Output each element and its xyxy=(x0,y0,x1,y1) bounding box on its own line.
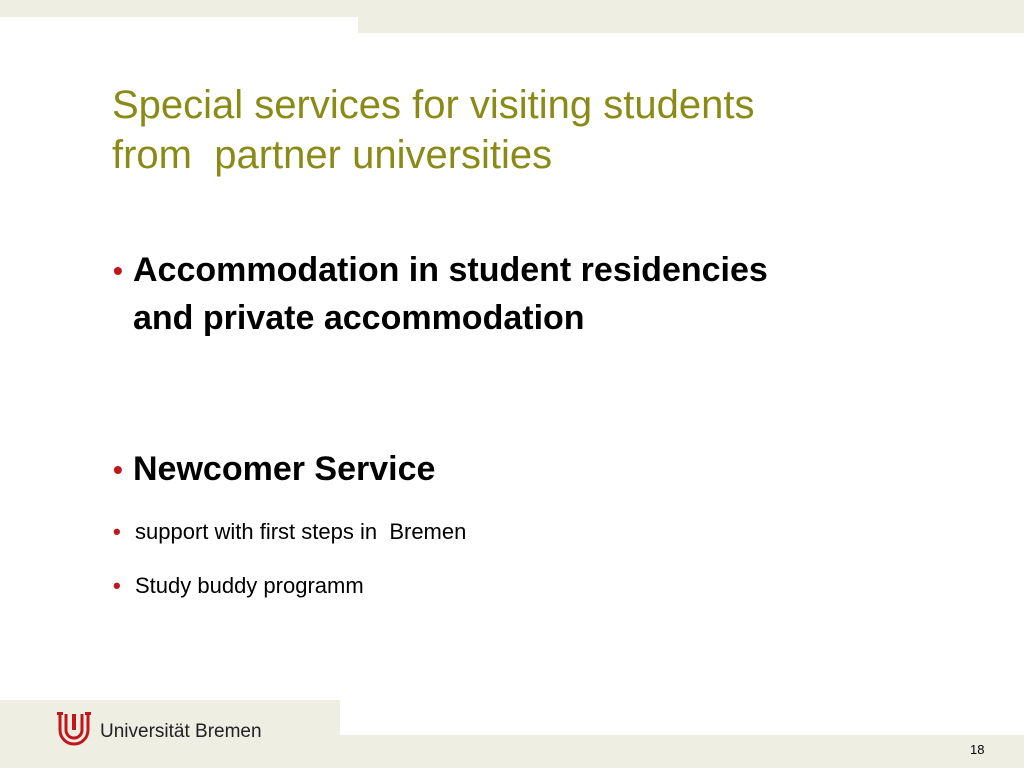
bullet-text-line-2: and private accommodation xyxy=(133,299,585,337)
bullet-text: Newcomer Service xyxy=(133,450,436,488)
university-name: Universität Bremen xyxy=(100,720,262,742)
bullet-text-line-1: Accommodation in student residencies xyxy=(133,251,768,289)
bullet-dot-icon: • xyxy=(113,454,123,485)
bullet-dot-icon: • xyxy=(113,519,121,544)
slide-title xyxy=(112,80,932,180)
bullet-accommodation xyxy=(113,246,768,342)
bullet-study-buddy xyxy=(113,572,364,600)
page-number: 18 xyxy=(970,742,985,757)
bullet-text: support with first steps in Bremen xyxy=(135,519,467,544)
bullet-dot-icon: • xyxy=(113,573,121,598)
bottom-decor-band-right xyxy=(340,735,1024,768)
bullet-newcomer-service xyxy=(113,445,435,495)
bullet-dot-icon: • xyxy=(113,255,123,286)
university-logo xyxy=(56,712,262,751)
bullet-text: Study buddy programm xyxy=(135,573,364,598)
top-decor-band-left xyxy=(0,0,358,17)
bullet-text xyxy=(133,246,768,342)
top-decor-band-right xyxy=(358,0,1024,33)
bullet-first-steps xyxy=(113,518,466,546)
university-bremen-logo-icon xyxy=(56,712,92,751)
title-line-2: from partner universities xyxy=(112,133,553,177)
title-line-1: Special services for visiting students xyxy=(112,83,755,127)
